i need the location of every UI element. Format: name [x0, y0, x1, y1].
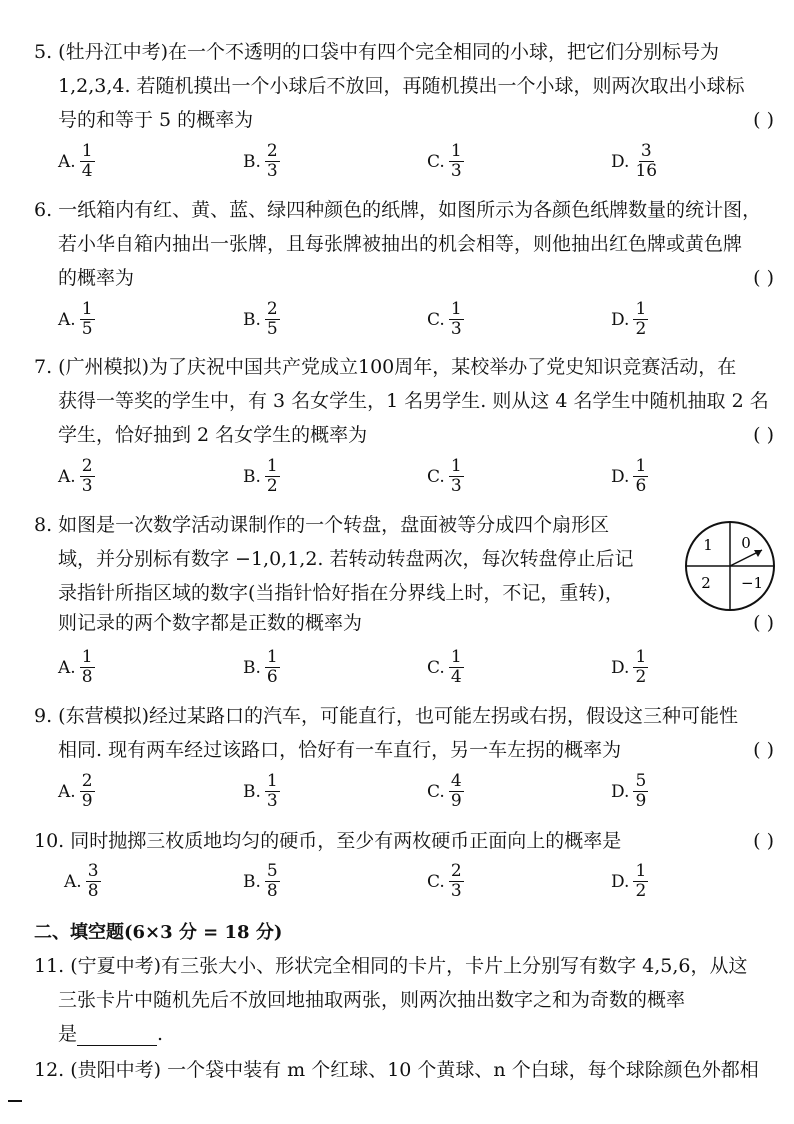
q8-option-b: B. $\frac{1}{6}$ [243, 647, 278, 687]
q9-answer-paren: ( ) [753, 739, 774, 761]
q8-answer-paren: ( ) [753, 612, 774, 634]
q11-line3-suffix: . [157, 1023, 164, 1045]
section-heading-fill-in: 二、填空题(6×3 分 = 18 分) [34, 922, 283, 943]
footer-dash [8, 1100, 22, 1102]
q9-option-b: B. $\frac{1}{3}$ [243, 771, 278, 811]
q11-line3 [58, 1022, 163, 1046]
q10-option-d: D. $\frac{1}{2}$ [611, 861, 647, 901]
q10-option-c: C. $\frac{2}{3}$ [427, 861, 462, 901]
spinner-label-2: 2 [701, 574, 711, 592]
q5-line1: 5. (牡丹江中考)在一个不透明的口袋中有四个完全相同的小球，把它们分别标号为 [34, 41, 719, 63]
q8-line3: 录指针所指区域的数字(当指针恰好指在分界线上时，不记，重转)， [58, 582, 624, 604]
q9-option-a: A. $\frac{2}{9}$ [58, 771, 93, 811]
q6-answer-paren: ( ) [753, 267, 774, 289]
q7-option-c: C. $\frac{1}{3}$ [427, 456, 462, 496]
spinner-label-0: 0 [741, 534, 751, 552]
q10-option-a: A. $\frac{3}{8}$ [64, 861, 99, 901]
q8-line4: 则记录的两个数字都是正数的概率为 [58, 612, 363, 634]
q7-option-b: B. $\frac{1}{2}$ [243, 456, 278, 496]
q6-line1: 6. 一纸箱内有红、黄、蓝、绿四种颜色的纸牌，如图所示为各颜色纸牌数量的统计图， [34, 199, 762, 221]
q5-option-d: D. $\frac{3}{16}$ [611, 141, 658, 181]
q5-line3: 号的和等于 5 的概率为 [58, 109, 254, 131]
q5-option-b: B. $\frac{2}{3}$ [243, 141, 278, 181]
q5-option-c: C. $\frac{1}{3}$ [427, 141, 462, 181]
q9-option-c: C. $\frac{4}{9}$ [427, 771, 462, 811]
q6-option-b: B. $\frac{2}{5}$ [243, 299, 278, 339]
spinner-label-neg1: −1 [740, 574, 764, 592]
q5-answer-paren: ( ) [753, 109, 774, 131]
q11-line2: 三张卡片中随机先后不放回地抽取两张，则两次抽出数字之和为奇数的概率 [58, 989, 686, 1011]
q6-line2: 若小华自箱内抽出一张牌，且每张牌被抽出的机会相等，则他抽出红色牌或黄色牌 [58, 233, 743, 255]
q10-option-b: B. $\frac{5}{8}$ [243, 861, 278, 901]
q10-answer-paren: ( ) [753, 830, 774, 852]
q6-option-a: A. $\frac{1}{5}$ [58, 299, 93, 339]
q11-line1: 11. (宁夏中考)有三张大小、形状完全相同的卡片，卡片上分别写有数字 4,5,6，从这 [34, 955, 748, 977]
q7-line2: 获得一等奖的学生中，有 3 名女学生，1 名男学生. 则从这 4 名学生中随机抽取 2 名 [58, 390, 769, 412]
q12-line1: 12. (贵阳中考) 一个袋中装有 m 个红球、10 个黄球、n 个白球，每个球除颜色外都相 [34, 1059, 759, 1081]
q11-line3-prefix: 是 [58, 1023, 78, 1045]
q6-option-c: C. $\frac{1}{3}$ [427, 299, 462, 339]
q7-option-a: A. $\frac{2}{3}$ [58, 456, 93, 496]
spinner-label-1: 1 [703, 536, 713, 554]
q8-option-c: C. $\frac{1}{4}$ [427, 647, 462, 687]
spinner-diagram [676, 520, 784, 612]
q8-option-d: D. $\frac{1}{2}$ [611, 647, 647, 687]
q6-line3: 的概率为 [58, 267, 135, 289]
q10-line1: 10. 同时抛掷三枚质地均匀的硬币，至少有两枚硬币正面向上的概率是 [34, 830, 622, 852]
q9-line2: 相同. 现有两车经过该路口，恰好有一车直行，另一车左拐的概率为 [58, 739, 622, 761]
q7-option-d: D. $\frac{1}{6}$ [611, 456, 647, 496]
q11-answer-blank[interactable] [77, 1027, 157, 1046]
q9-option-d: D. $\frac{5}{9}$ [611, 771, 647, 811]
q8-line2: 域，并分别标有数字 −1,0,1,2. 若转动转盘两次，每次转盘停止后记 [58, 548, 634, 570]
q7-line3: 学生，恰好抽到 2 名女学生的概率为 [58, 424, 368, 446]
q8-line1: 8. 如图是一次数学活动课制作的一个转盘，盘面被等分成四个扇形区 [34, 514, 610, 536]
q8-option-a: A. $\frac{1}{8}$ [58, 647, 93, 687]
q7-answer-paren: ( ) [753, 424, 774, 446]
q5-line2: 1,2,3,4. 若随机摸出一个小球后不放回，再随机摸出一个小球，则两次取出小球标 [58, 75, 745, 97]
q6-option-d: D. $\frac{1}{2}$ [611, 299, 647, 339]
q9-line1: 9. (东营模拟)经过某路口的汽车，可能直行，也可能左拐或右拐，假设这三种可能性 [34, 705, 738, 727]
q7-line1: 7. (广州模拟)为了庆祝中国共产党成立100周年，某校举办了党史知识竞赛活动，在 [34, 356, 737, 378]
q5-option-a: A. $\frac{1}{4}$ [58, 141, 93, 181]
